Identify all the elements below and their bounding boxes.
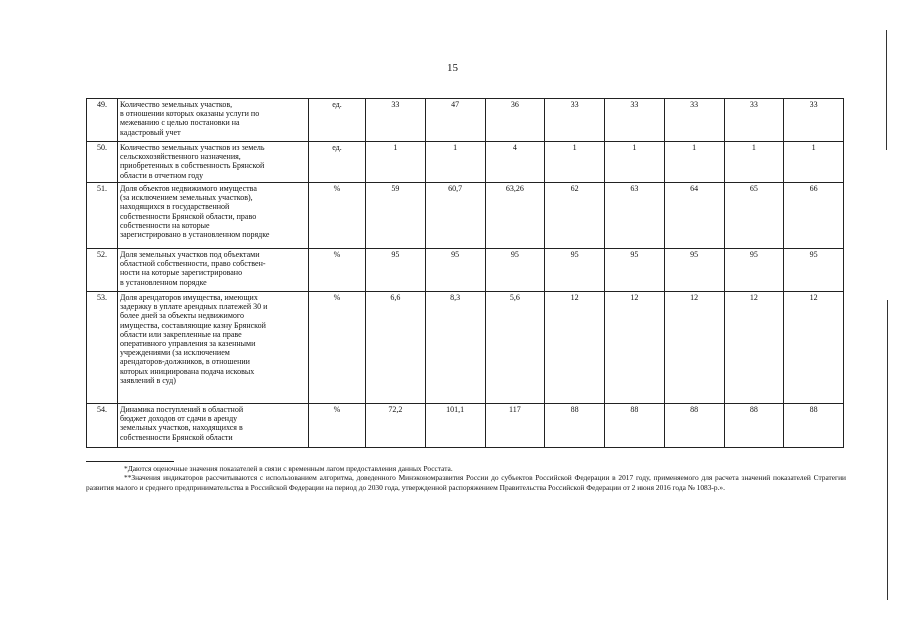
row-number: 53. [87, 292, 118, 404]
value-cell: 1 [605, 142, 665, 183]
value-cell: 1 [425, 142, 485, 183]
indicator-name-line: бюджет доходов от сдачи в аренду [120, 414, 238, 424]
unit-cell: ед. [309, 99, 366, 142]
indicator-name-line: (за исключением земельных участков), [120, 193, 253, 203]
unit-cell: % [309, 183, 366, 249]
value-cell: 95 [724, 249, 784, 292]
indicator-name-line: сельскохозяйственного назначения, [120, 152, 241, 162]
value-cell: 59 [366, 183, 426, 249]
indicator-name-line: более дней за объекты недвижимого [120, 311, 244, 321]
value-cell: 12 [664, 292, 724, 404]
footnote-1: *Даются оценочные значения показателей в связи с временным лагом предоставления данных Росстата. [124, 464, 453, 473]
table-row [87, 142, 844, 183]
indicator-name-line: находящихся в государственной [120, 202, 230, 212]
value-cell: 1 [545, 142, 605, 183]
value-cell: 6,6 [366, 292, 426, 404]
indicator-name-line: Доля земельных участков под объектами [120, 250, 260, 259]
indicator-name-line: области в отчетном году [120, 170, 204, 180]
footnotes [86, 461, 846, 492]
value-cell: 33 [724, 99, 784, 142]
value-cell: 33 [366, 99, 426, 142]
table-row [87, 99, 844, 142]
indicator-name-line: собственности Брянской области [120, 432, 233, 442]
value-cell: 88 [605, 404, 665, 448]
right-edge-mark-bottom [887, 300, 888, 600]
value-cell: 62 [545, 183, 605, 249]
value-cell: 12 [724, 292, 784, 404]
value-cell: 88 [664, 404, 724, 448]
indicator-name-line: Количество земельных участков из земель [120, 143, 265, 152]
value-cell: 1 [366, 142, 426, 183]
value-cell: 47 [425, 99, 485, 142]
table-row [87, 249, 844, 292]
value-cell: 12 [784, 292, 844, 404]
indicator-name [118, 183, 309, 249]
indicator-name-line: межеванию с целью постановки на [120, 118, 240, 128]
indicator-name [118, 99, 309, 142]
indicator-name-line: областной собственности, право собствен- [120, 259, 266, 269]
indicator-name-line: Количество земельных участков, [120, 100, 233, 109]
value-cell: 72,2 [366, 404, 426, 448]
value-cell: 33 [545, 99, 605, 142]
value-cell: 60,7 [425, 183, 485, 249]
indicator-name [118, 142, 309, 183]
value-cell: 95 [605, 249, 665, 292]
indicator-name-line: оперативного управления за казенными [120, 339, 256, 349]
footnote-2: **Значения индикаторов рассчитываются с использованием алгоритма, доведенного Минэкономразвития России до субъектов Российской Федерации в 2017 году, применяемого для расчета значений показателей Стратегии развития малого и среднего предпринимательства в Российской Федерации на период до 2030 года, утвержденной распоряжением Правительства Российской Федерации от 2 июня 2016 года № 1083-р.». [86, 473, 846, 492]
unit-cell: ед. [309, 142, 366, 183]
value-cell: 95 [784, 249, 844, 292]
value-cell: 8,3 [425, 292, 485, 404]
table-row [87, 183, 844, 249]
value-cell: 12 [545, 292, 605, 404]
footnote-rule [86, 461, 174, 462]
indicator-name-line: зарегистрировано в установленном порядке [120, 230, 270, 240]
indicator-name-line: заявлений в суд) [120, 375, 176, 385]
value-cell: 63 [605, 183, 665, 249]
row-number: 50. [87, 142, 118, 183]
unit-cell: % [309, 404, 366, 448]
value-cell: 88 [545, 404, 605, 448]
value-cell: 5,6 [485, 292, 545, 404]
value-cell: 63,26 [485, 183, 545, 249]
row-number: 54. [87, 404, 118, 448]
value-cell: 1 [664, 142, 724, 183]
indicator-name-line: земельных участков, находящихся в [120, 423, 243, 433]
value-cell: 95 [366, 249, 426, 292]
row-number: 51. [87, 183, 118, 249]
unit-cell: % [309, 292, 366, 404]
value-cell: 95 [664, 249, 724, 292]
table-row [87, 292, 844, 404]
indicator-name [118, 404, 309, 448]
value-cell: 12 [605, 292, 665, 404]
indicator-name-line: собственности на которые [120, 220, 210, 230]
value-cell: 36 [485, 99, 545, 142]
right-edge-mark-top [886, 30, 887, 150]
indicator-name-line: области или закрепленные на праве [120, 329, 242, 339]
indicator-name-line: кадастровый учет [120, 127, 181, 137]
value-cell: 33 [664, 99, 724, 142]
value-cell: 66 [784, 183, 844, 249]
value-cell: 33 [605, 99, 665, 142]
indicators-table [86, 98, 844, 448]
row-number: 52. [87, 249, 118, 292]
page-number: 15 [447, 62, 458, 74]
value-cell: 95 [485, 249, 545, 292]
unit-cell: % [309, 249, 366, 292]
indicator-name [118, 249, 309, 292]
indicator-name-line: собственности Брянской области, право [120, 211, 257, 221]
value-cell: 95 [545, 249, 605, 292]
value-cell: 88 [784, 404, 844, 448]
indicator-name-line: имущества, составляющие казну Брянской [120, 320, 266, 330]
indicator-name-line: в отношении которых оказаны услуги по [120, 109, 260, 119]
indicator-name-line: Доля арендаторов имущества, имеющих [120, 293, 258, 302]
indicator-name-line: арендаторов-должников, в отношении [120, 357, 250, 367]
value-cell: 33 [784, 99, 844, 142]
value-cell: 101,1 [425, 404, 485, 448]
indicator-name-line: учреждениями (за исключением [120, 348, 230, 358]
table-row [87, 404, 844, 448]
value-cell: 117 [485, 404, 545, 448]
indicator-name-line: приобретенных в собственность Брянской [120, 161, 265, 171]
value-cell: 1 [724, 142, 784, 183]
indicator-name-line: которых инициирована подача исковых [120, 366, 255, 376]
indicator-name-line: Динамика поступлений в областной [120, 405, 244, 414]
indicator-name-line: ности на которые зарегистрировано [120, 268, 243, 278]
indicator-name [118, 292, 309, 404]
value-cell: 4 [485, 142, 545, 183]
value-cell: 88 [724, 404, 784, 448]
indicator-name-line: Доля объектов недвижимого имущества [120, 184, 257, 193]
value-cell: 1 [784, 142, 844, 183]
value-cell: 65 [724, 183, 784, 249]
value-cell: 64 [664, 183, 724, 249]
value-cell: 95 [425, 249, 485, 292]
indicator-name-line: в установленном порядке [120, 277, 207, 287]
indicator-name-line: задержку в уплате арендных платежей 30 и [120, 302, 268, 312]
row-number: 49. [87, 99, 118, 142]
